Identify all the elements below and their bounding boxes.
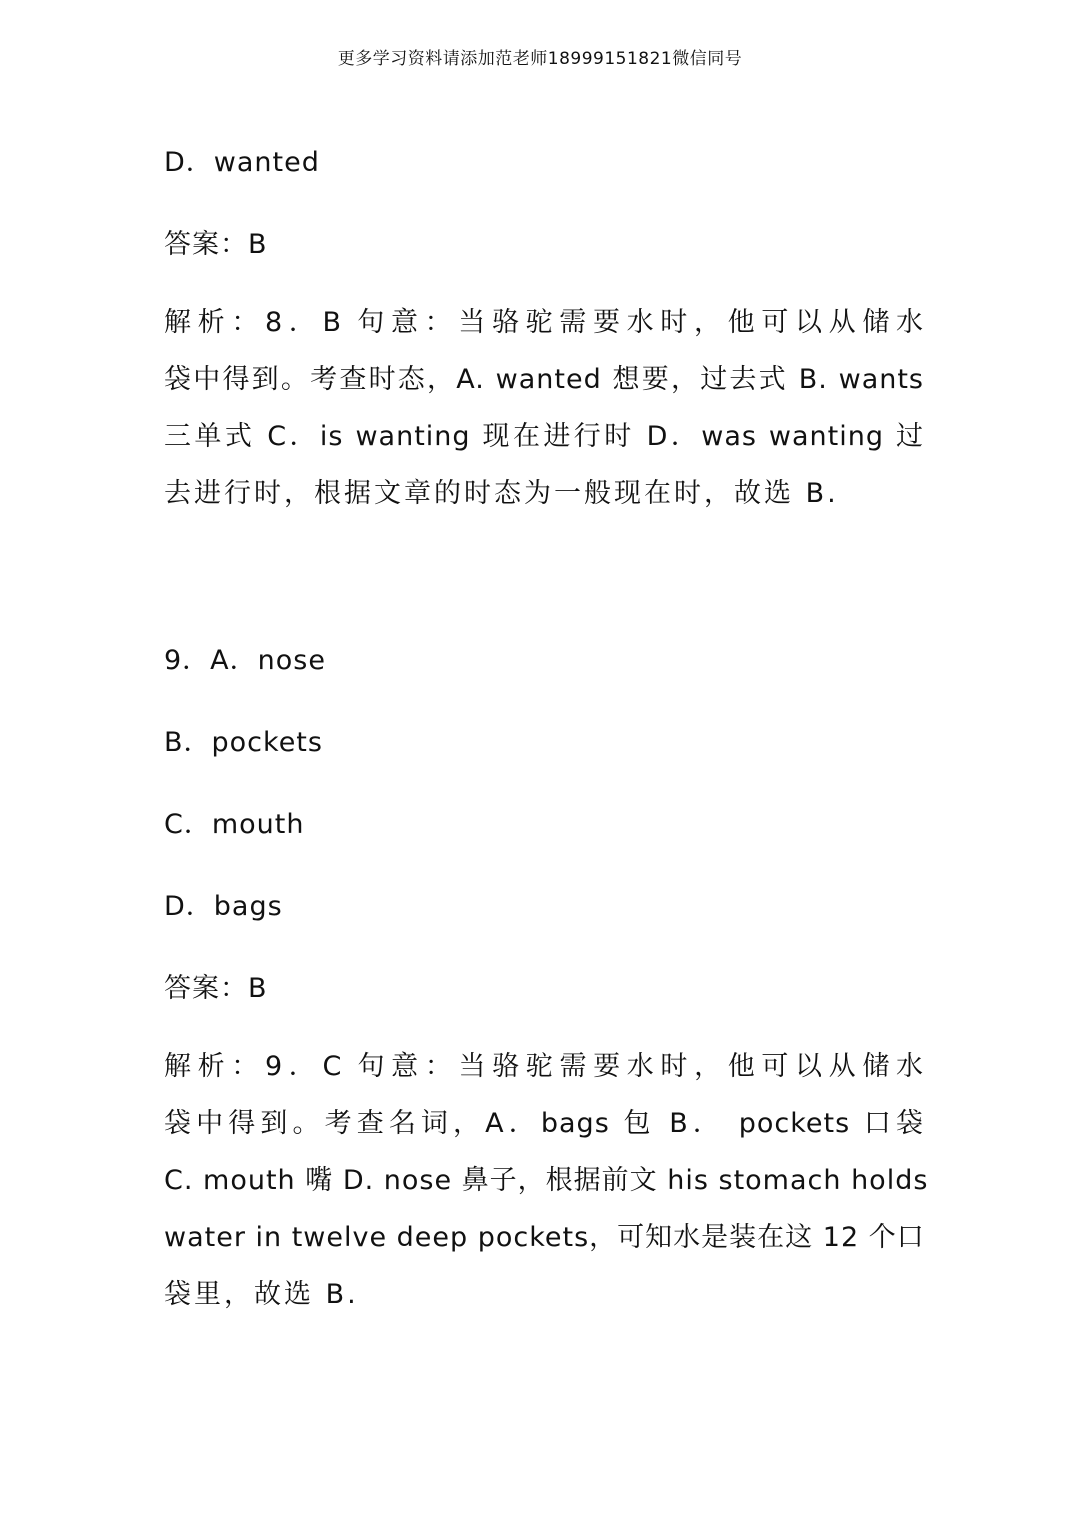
q8-analysis-line: 解析：8．B 句意：当骆驼需要水时，他可以从储水 xyxy=(164,307,924,338)
q9-analysis-line: 袋中得到。考查名词，A．bags 包 B． pockets 口袋 xyxy=(164,1108,924,1139)
q8-analysis-line: 袋中得到。考查时态，A. wanted 想要，过去式 B. wants xyxy=(164,364,924,395)
page-header: 更多学习资料请添加范老师18999151821微信同号 xyxy=(337,49,743,69)
q9-analysis-line: water in twelve deep pockets，可知水是装在这 12 个口 xyxy=(164,1222,925,1253)
q9-option-b: B．pockets xyxy=(164,727,323,758)
q9-option-d: D．bags xyxy=(164,891,283,922)
q9-option-c: C．mouth xyxy=(164,809,305,840)
q9-option-a: 9．A．nose xyxy=(164,645,326,676)
q9-analysis-line: C. mouth 嘴 D. nose 鼻子，根据前文 his stomach holds xyxy=(164,1165,929,1196)
q9-analysis-line: 袋里，故选 B. xyxy=(164,1279,359,1310)
q9-analysis-line: 解析：9．C 句意：当骆驼需要水时，他可以从储水 xyxy=(164,1051,924,1082)
q8-analysis-line: 去进行时，根据文章的时态为一般现在时，故选 B. xyxy=(164,478,839,509)
q8-analysis-line: 三单式 C．is wanting 现在进行时 D．was wanting 过 xyxy=(164,421,924,452)
q9-answer: 答案：B xyxy=(164,973,268,1004)
q9-analysis xyxy=(164,1038,929,1323)
q8-answer: 答案：B xyxy=(164,229,268,260)
q8-analysis xyxy=(164,294,924,522)
q8-option-d: D．wanted xyxy=(164,147,320,178)
